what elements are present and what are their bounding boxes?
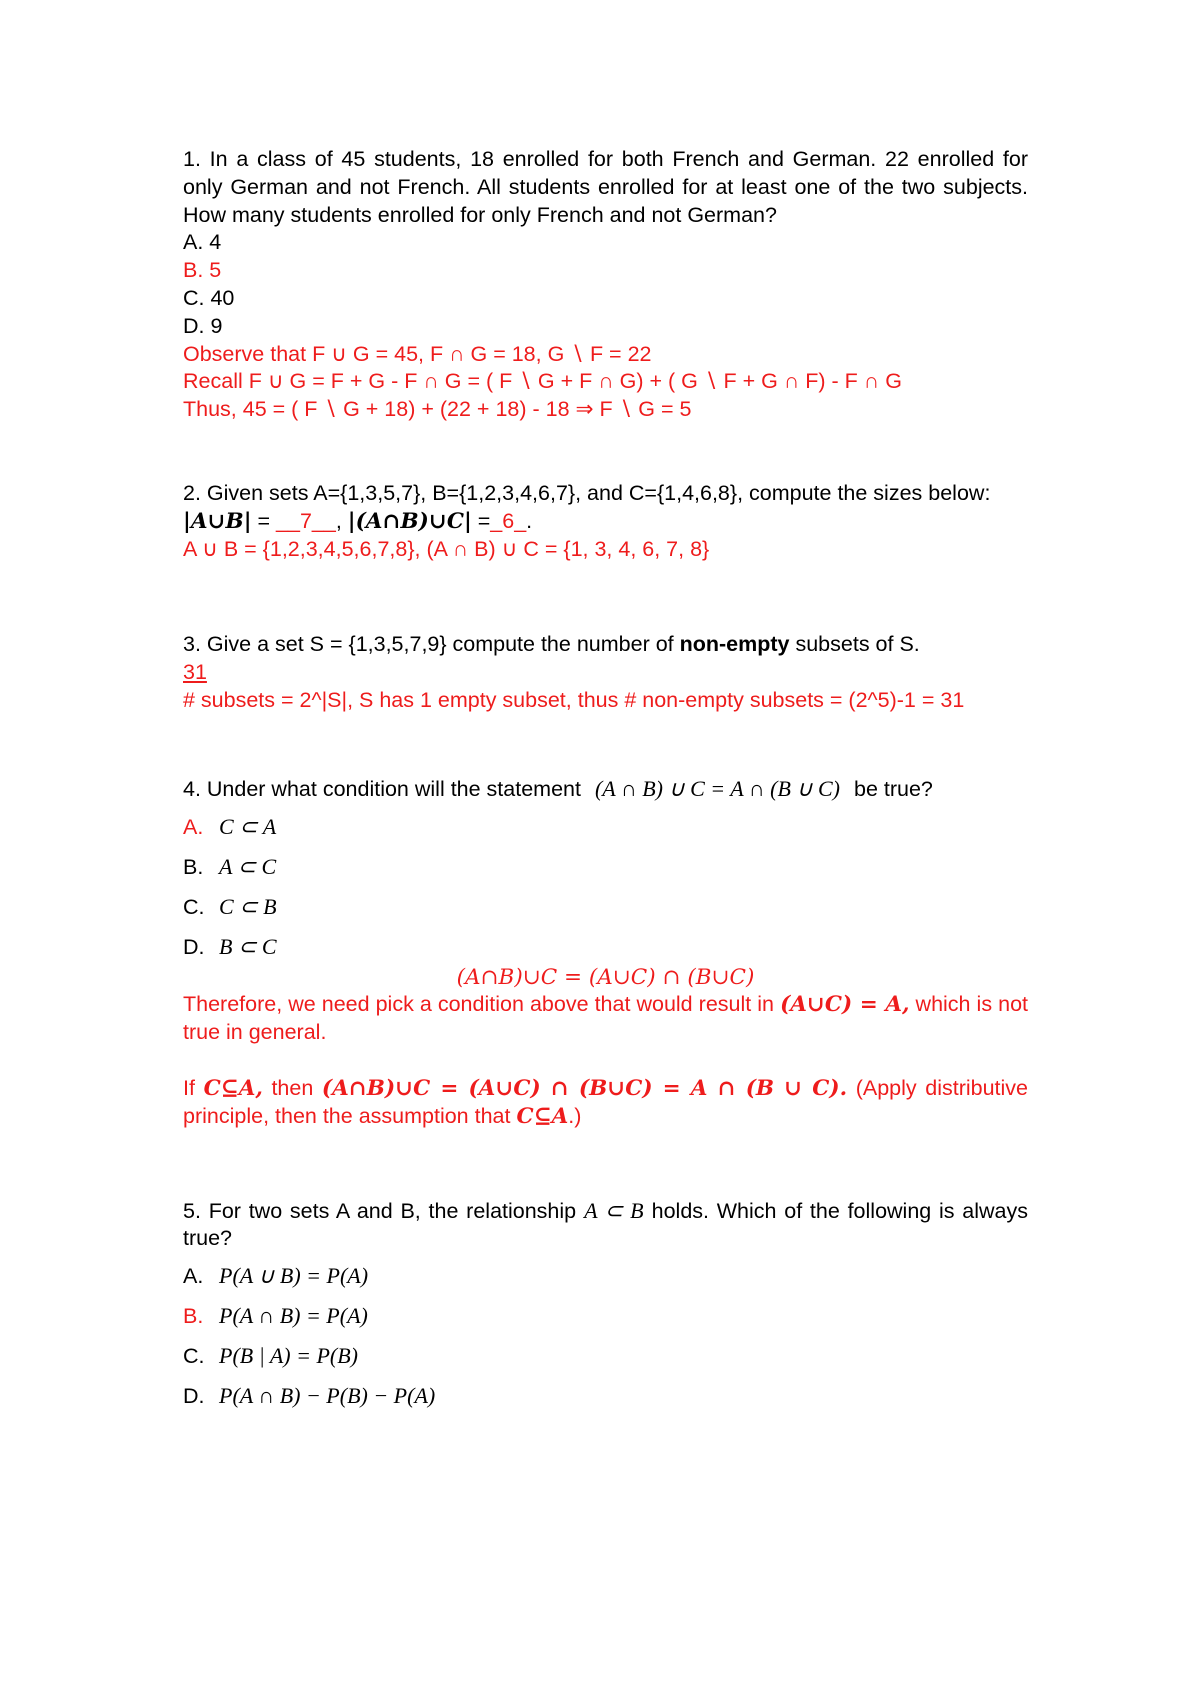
q5-option-c-label: C.: [183, 1344, 205, 1369]
q1-question: 1. In a class of 45 students, 18 enrolled for both French and German. 22 enrolled for only German and not French. All students enrolled for at least one of the two subjects. How many students enrolled for only French and not German?: [183, 147, 1028, 227]
q4-question-pre: 4. Under what condition will the statement: [183, 776, 581, 801]
q2-expr-1: |A∪B|: [183, 508, 252, 534]
q5-option-b-label: B.: [183, 1304, 204, 1329]
q2-eq-2: =: [471, 508, 491, 533]
q4-therefore-end: which is not true in general.: [183, 992, 1028, 1045]
q1-option-a: A. 4: [183, 230, 222, 255]
q5-option-c: [183, 1333, 1028, 1373]
q4-option-a: [183, 804, 1028, 844]
q4-if-assume: C⊆A: [516, 1103, 569, 1129]
q1-option-c: C. 40: [183, 285, 235, 310]
q2-answer-line: [183, 508, 1028, 536]
q4-if-then: then: [262, 1075, 322, 1100]
q1-solution-line-1: Observe that F ∪ G = 45, F ∩ G = 18, G ∖ F = 22: [183, 341, 652, 366]
q5-question-pre: 5. For two sets A and B, the relationship: [183, 1198, 577, 1223]
document-content: [183, 146, 1028, 1413]
q4-therefore: [183, 991, 1028, 1047]
q4-if-cond: C⊆A,: [203, 1075, 263, 1101]
q4-if-expr: (A∩B)∪C = (A∪C) ∩ (B∪C) = A ∩ (B ∪ C).: [321, 1075, 848, 1101]
q5-option-a: [183, 1253, 1028, 1293]
q5-question: [183, 1197, 1028, 1254]
q2-expr-2: |(A∩B)∪C|: [347, 508, 472, 534]
q3-solution: # subsets = 2^|S|, S has 1 empty subset, thus # non-empty subsets = (2^5)-1 = 31: [183, 687, 965, 712]
q4-question: [183, 775, 1028, 804]
q5-option-d-label: D.: [183, 1384, 205, 1409]
q3-question: [183, 631, 1028, 659]
q1-option-b: B. 5: [183, 258, 222, 283]
q5-option-c-expr: P(B | A) = P(B): [219, 1343, 358, 1369]
q4-therefore-text: Therefore, we need pick a condition above that would result in: [183, 992, 775, 1017]
q4-therefore-expr: (A∪C) = A,: [780, 992, 910, 1018]
q1-solution-line-2: Recall F ∪ G = F + G - F ∩ G = ( F ∖ G + F ∩ G) + ( G ∖ F + G ∩ F) - F ∩ G: [183, 369, 902, 394]
q4-option-d: [183, 924, 1028, 964]
q2-solution: A ∪ B = {1,2,3,4,5,6,7,8}, (A ∩ B) ∪ C = {1, 3, 4, 6, 7, 8}: [183, 536, 710, 561]
q5-option-b-expr: P(A ∩ B) = P(A): [219, 1303, 368, 1329]
q3-question-pre: 3. Give a set S = {1,3,5,7,9} compute the number of: [183, 632, 680, 657]
q5-option-a-expr: P(A ∪ B) = P(A): [219, 1263, 369, 1289]
q2-end: .: [526, 508, 533, 533]
q5-relation: A ⊂ B: [584, 1197, 644, 1223]
q3-answer: 31: [183, 660, 207, 685]
q4-option-b-expr: A ⊂ C: [219, 853, 277, 879]
q4-option-d-label: D.: [183, 934, 205, 959]
q5-option-d-expr: P(A ∩ B) − P(B) − P(A): [219, 1383, 436, 1409]
q4-if-pre: If: [183, 1075, 195, 1100]
q5-question-post: holds. Which of the following is always true?: [183, 1198, 1028, 1251]
q4-if-close: .): [568, 1103, 582, 1128]
q5-option-b: [183, 1293, 1028, 1333]
q4-option-b: [183, 844, 1028, 884]
q4-option-c-label: C.: [183, 894, 205, 919]
q3-question-post: subsets of S.: [789, 632, 920, 657]
q1-solution-line-3: Thus, 45 = ( F ∖ G + 18) + (22 + 18) - 18 ⇒ F ∖ G = 5: [183, 397, 692, 422]
q3-question-bold: non-empty: [679, 632, 790, 657]
q4-option-a-expr: C ⊂ A: [219, 813, 277, 839]
q4-option-b-label: B.: [183, 854, 204, 879]
q4-question-post: be true?: [853, 776, 933, 801]
q2-answer-2: _6_: [490, 508, 527, 533]
q5-option-a-label: A.: [183, 1264, 204, 1289]
q4-option-c-expr: C ⊂ B: [219, 893, 277, 919]
q2-eq-1: =: [251, 508, 277, 533]
q4-identity: (A∩B)∪C = (A∪C) ∩ (B∪C): [456, 964, 755, 990]
q2-answer-1: __7__: [276, 508, 336, 533]
q5-option-d: [183, 1373, 1028, 1413]
q1-option-d: D. 9: [183, 313, 223, 338]
q4-option-c: [183, 884, 1028, 924]
q4-if-post: (Apply distributive principle, then the assumption that: [183, 1075, 1029, 1128]
q4-option-d-expr: B ⊂ C: [219, 933, 277, 959]
q2-separator: ,: [335, 508, 348, 533]
q4-if: [183, 1075, 1028, 1131]
q4-statement: (A ∩ B) ∪ C = A ∩ (B ∪ C): [594, 775, 840, 801]
q2-question: 2. Given sets A={1,3,5,7}, B={1,2,3,4,6,7}, and C={1,4,6,8}, compute the sizes below:: [183, 480, 991, 505]
q4-option-a-label: A.: [183, 814, 204, 839]
